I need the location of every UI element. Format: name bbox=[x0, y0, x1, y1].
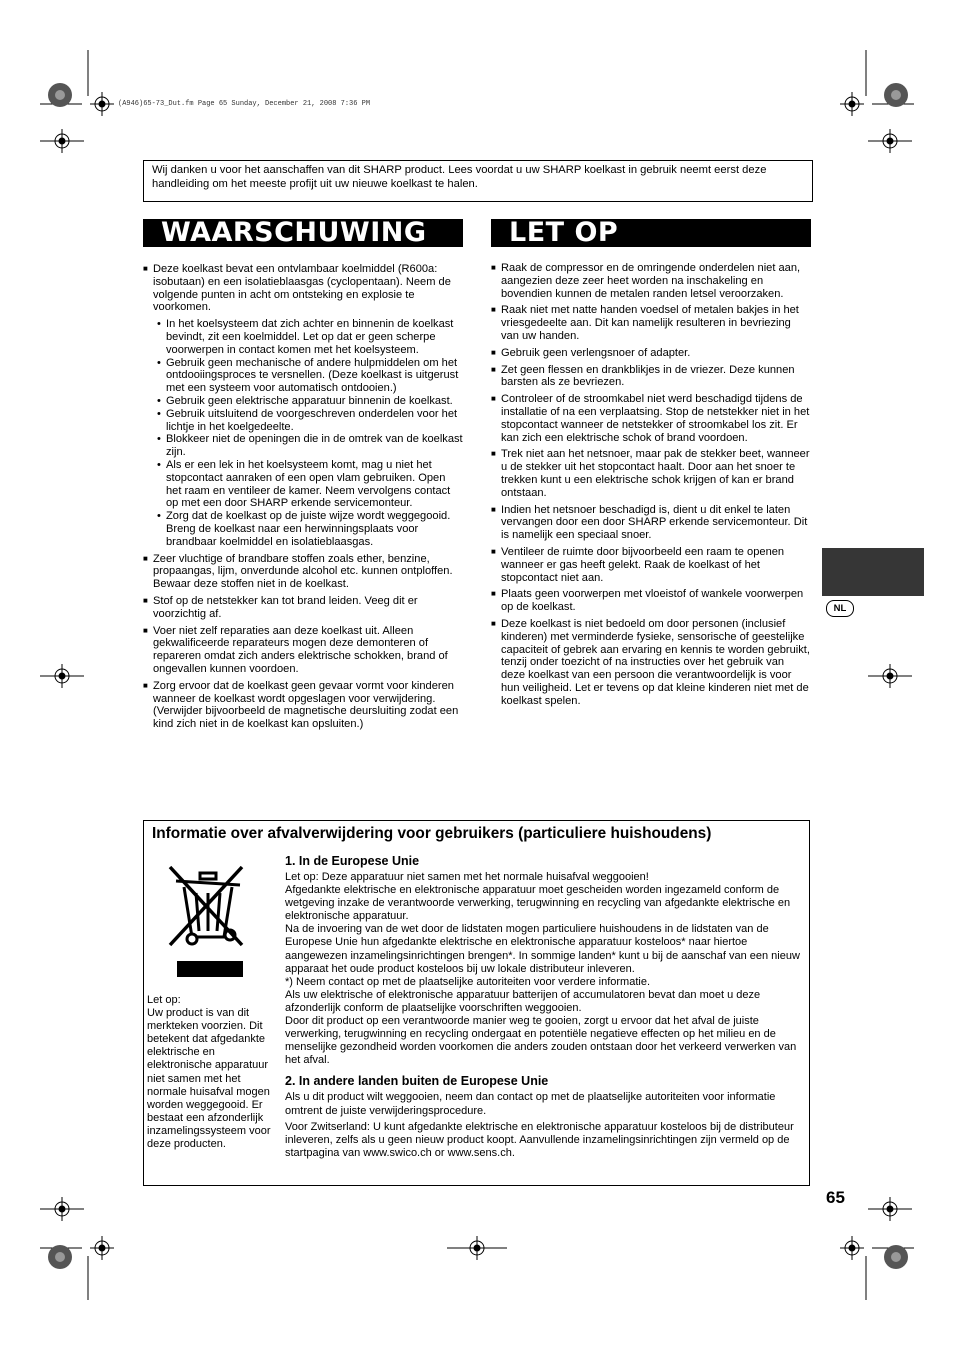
disposal-paragraph: Afgedankte elektrische en elektronische apparatuur moet gescheiden worden ingezameld conform de wetgeving inzake de verantwoorde verwerking, terugwinning en recycling van afgedankte elektrische en elektronische apparatuur. bbox=[285, 884, 791, 923]
warning-subbullet: • In het koelsysteem dat zich achter en binnenin de koelkast bevindt, zit een koelmiddel. Let op dat er geen scherpe voorwerpen in contact komen met het koelsysteem. bbox=[143, 318, 463, 356]
disposal-paragraph: *) Neem contact op met de plaatselijke autoriteiten voor verdere informatie. bbox=[285, 975, 651, 988]
disposal-paragraph: Na de invoering van de wet door de lidstaten mogen particuliere huishoudens in de lidstaten van de Europese Unie hun afgedankte elektrische en elektronische apparatuur kosteloos* naar hiertoe aangewezen inzamelingsinrichtingen brengen*. In sommige landen* kunt u bij de aanschaf van een nieuw apparaat het oude product kosteloos bij uw lokale distributeur inleveren. bbox=[285, 923, 800, 975]
intro-box: Wij danken u voor het aanschaffen van dit SHARP product. Lees voordat u uw SHARP koelkast in gebruik neemt eerst deze handleiding om het meeste profijt uit uw nieuwe koelkast te halen. bbox=[143, 160, 813, 202]
warning-banner: WAARSCHUWING bbox=[143, 219, 463, 247]
caution-column bbox=[491, 262, 811, 712]
warning-bullet: ■ Zorg ervoor dat de koelkast geen gevaar vormt voor kinderen wanneer de koelkast wordt opgeslagen voor verwijdering. (Verwijder bijvoorbeeld de magnetische deursluiting zodat een kind zich niet in de koelkast kan opsluiten.) bbox=[143, 680, 463, 731]
warning-bullet: ■ Deze koelkast bevat een ontvlambaar koelmiddel (R600a: isobutaan) en een isolatieblaasgas (cyclopentaan). Neem de volgende punten in acht om ontsteking en explosie te voorkomen. bbox=[143, 263, 463, 314]
warning-bullet: ■ Stof op de netstekker kan tot brand leiden. Veeg dit er voorzichtig af. bbox=[143, 595, 463, 621]
caution-bullet: ■ Raak de compressor en de omringende onderdelen niet aan, aangezien deze zeer heet worden na inschakeling en bovendien kunnen de metalen randen letsel veroorzaken. bbox=[491, 262, 811, 300]
caution-bullet: ■ Controleer of de stroomkabel niet werd beschadigd tijdens de installatie of na een verplaatsing. Stop de netstekker niet in het stopcontact wanneer de netstekker of stroomkabel los zit. Er kan zich een elektrische schok of brand voordoen. bbox=[491, 393, 811, 444]
warning-subbullet: • Gebruik uitsluitend de voorgeschreven onderdelen voor het lichtje in het koelgedeelte. bbox=[143, 408, 463, 434]
caution-bullet: ■ Gebruik geen verlengsnoer of adapter. bbox=[491, 347, 811, 360]
warning-column bbox=[143, 263, 463, 735]
caution-bullet: ■ Plaats geen voorwerpen met vloeistof of wankele voorwerpen op de koelkast. bbox=[491, 588, 811, 614]
disposal-paragraph: Voor Zwitserland: U kunt afgedankte elektrische en elektronische apparatuur kosteloos bij de distributeur inleveren, zelfs als u geen nieuw product koopt. Aanvullende inzamelingsinrichtingen zijn vermeld op de startpagina van www.swico.ch or www.sens.ch. bbox=[285, 1120, 794, 1159]
disposal-paragraph: Als uw elektrische of elektronische apparatuur batterijen of accumulatoren bevat dan moet u deze afzonderlijk conform de plaatselijke voorschriften weggooien. bbox=[285, 988, 761, 1014]
warning-sublist bbox=[143, 318, 463, 548]
disposal-note-text: Let op: Uw product is van dit merkteken voorzien. Dit betekent dat afgedankte elektrische en elektronische apparatuur niet samen met het normale huisafval mogen worden weggegooid. Er bestaat een afzonderlijk inzamelingssysteem voor deze producten. bbox=[147, 994, 271, 1151]
language-badge: NL bbox=[826, 600, 854, 617]
non-eu-heading: 2. In andere landen buiten de Europese Unie bbox=[285, 1074, 549, 1089]
disposal-paragraph: Door dit product op een verantwoorde manier weg te gooien, zorgt u ervoor dat het afval de juiste verwerking, terugwinning en recycling ondergaat en potentiële negatieve effecten op het milieu en de menselijke gezondheid worden voorkomen die anders zouden ontstaan door het verkeerd verwerken van het afval. bbox=[285, 1015, 797, 1067]
page-number: 65 bbox=[826, 1188, 845, 1207]
disposal-paragraph: Let op: Deze apparatuur niet samen met het normale huisafval weggooien! bbox=[285, 871, 649, 883]
warning-subbullet: • Gebruik geen mechanische of andere hulpmiddelen om het ontdooiingsproces te versnellen. (Deze koelkast is uitgerust met een systeem voor automatisch ontdooien.) bbox=[143, 357, 463, 395]
disposal-info-box bbox=[143, 820, 810, 1186]
caution-bullet: ■ Ventileer de ruimte door bijvoorbeeld een raam te openen wanneer er gas heeft gelekt. Raak de koelkast of het stopcontact niet aan. bbox=[491, 546, 811, 584]
caution-bullet: ■ Trek niet aan het netsnoer, maar pak de stekker beet, wanneer u de stekker uit het stopcontact haalt. Door aan het snoer te trekken kunt u een elektrische schok krijgen of kan er brand ontstaan. bbox=[491, 448, 811, 499]
caution-bullet: ■ Deze koelkast is niet bedoeld om door personen (inclusief kinderen) met verminderde fysieke, sensorische of geestelijke capaciteit of gebrek aan ervaring en kennis te worden gebruikt, tenzij onder toezicht of na instructies over het gebruik van deze koelkast van een persoon die verantwoordelijk is voor hun veiligheid. Let er tevens op dat kleine kinderen niet met de koelkast spelen. bbox=[491, 618, 811, 708]
disposal-note bbox=[147, 994, 277, 1151]
warning-subbullet: • Zorg dat de koelkast op de juiste wijze wordt weggegooid. Breng de koelkast naar een herwinningsplaats voor brandbaar koelmiddel en isolatieblaasgas. bbox=[143, 510, 463, 548]
warning-subbullet: • Blokkeer niet de openingen die in de omtrek van de koelkast zijn. bbox=[143, 433, 463, 459]
caution-bullet: ■ Raak niet met natte handen voedsel of metalen bakjes in het vriesgedeelte aan. Dit kan namelijk resulteren in bevriezing van uw handen. bbox=[491, 304, 811, 342]
file-header: (A946)65-73_Dut.fm Page 65 Sunday, December 21, 2008 7:36 PM bbox=[118, 100, 371, 108]
crossed-out-bin-icon bbox=[166, 863, 246, 978]
eu-heading: 1. In de Europese Unie bbox=[285, 854, 420, 868]
warning-bullet: ■ Zeer vluchtige of brandbare stoffen zoals ether, benzine, propaangas, lijm, onverdunde alcohol etc. kunnen ontploffen. Bewaar deze stoffen niet in de koelkast. bbox=[143, 553, 463, 591]
warning-subbullet: • Als er een lek in het koelsysteem komt, mag u niet het stopcontact aanraken of een open vlam gebruiken. Open het raam en ventileer de kamer. Neem vervolgens contact op met een door SHARP erkende servicemonteur. bbox=[143, 459, 463, 510]
warning-bullet: ■ Voer niet zelf reparaties aan deze koelkast uit. Alleen gekwalificeerde reparateurs mogen deze demonteren of repareren omdat zich anders elektrische schokken, brand of ongevallen kunnen voordoen. bbox=[143, 625, 463, 676]
disposal-title: Informatie over afvalverwijdering voor gebruikers (particuliere huishoudens) bbox=[152, 825, 712, 842]
warning-subbullet: • Gebruik geen elektrische apparatuur binnenin de koelkast. bbox=[143, 395, 463, 408]
disposal-content bbox=[285, 853, 809, 1160]
caution-bullet: ■ Zet geen flessen en drankblikjes in de vriezer. Deze kunnen barsten als ze bevriezen. bbox=[491, 364, 811, 390]
disposal-paragraph: Als u dit product wilt weggooien, neem dan contact op met de plaatselijke autoriteiten voor informatie omtrent de juiste verwijderingsprocedure. bbox=[285, 1091, 776, 1117]
caution-banner: LET OP bbox=[491, 219, 811, 247]
side-tab bbox=[822, 548, 924, 596]
caution-bullet: ■ Indien het netsnoer beschadigd is, dient u dit enkel te laten vervangen door een door SHARP erkende servicemonteur. Dit is namelijk een speciaal snoer. bbox=[491, 504, 811, 542]
